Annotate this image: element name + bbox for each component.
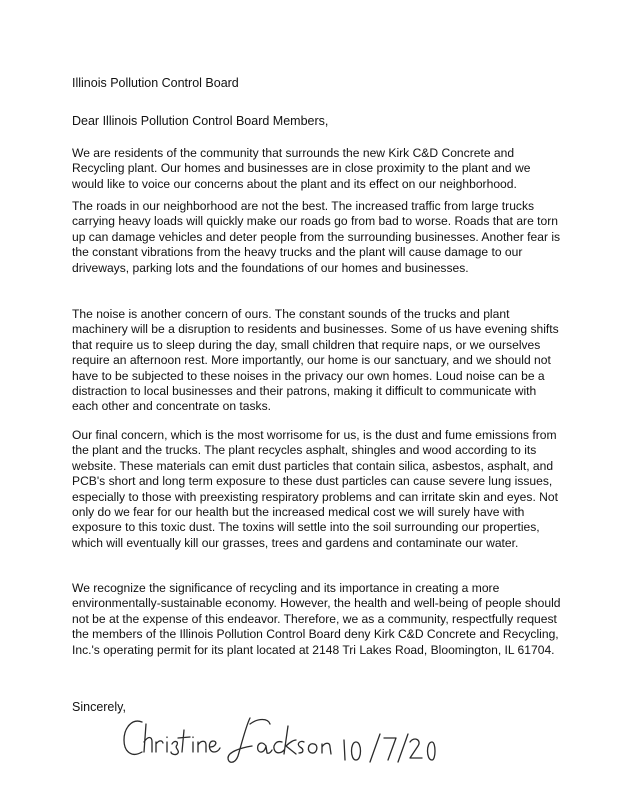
closing-line: Sincerely, <box>72 700 126 714</box>
paragraph-dust-emissions: Our final concern, which is the most worrisome for us, is the dust and fume emissions from the plant and the trucks. The plant recycles asphalt, shingles and wood according to its website. These materials can emit dust particles that contain silica, asbestos, asphalt, and PCB's short and long term exposure to these dust particles can cause severe lung issues, especially to those with preexisting respiratory problems and can irritate skin and eyes. Not only do we fear for our health but the increased medical cost we will surely have with exposure to this toxic dust. The toxins will settle into the soil surrounding our properties, which will eventually kill our grasses, trees and gardens and contaminate our water. <box>72 428 558 550</box>
paragraph-introduction: We are residents of the community that surrounds the new Kirk C&D Concrete and Recycling plant. Our homes and businesses are in close proximity to the plant and we would like to voice our concerns about the plant and its effect on our neighborhood. <box>72 146 531 191</box>
paragraph-request: We recognize the significance of recycling and its importance in creating a more environmentally-sustainable economy. However, the health and well-being of people should not be at the expense of this endeavor. Therefore, we as a community, respectfully request the members of the Illinois Pollution Control Board deny Kirk C&D Concrete and Recycling, Inc.'s operating permit for its plant located at 2148 Tri Lakes Road, Bloomington, IL 61704. <box>72 581 561 657</box>
paragraph-roads: The roads in our neighborhood are not the best. The increased traffic from large trucks carrying heavy loads will quickly make our roads go from bad to worse. Roads that are torn up can damage vehicles and deter people from the surrounding businesses. Another fear is the constant vibrations from the heavy trucks and the plant will cause damage to our driveways, parking lots and the foundations of our homes and businesses. <box>72 199 561 275</box>
handwritten-signature <box>118 712 438 770</box>
addressee-line: Illinois Pollution Control Board <box>72 76 239 90</box>
paragraph-noise: The noise is another concern of ours. The constant sounds of the trucks and plant machinery will be a disruption to residents and businesses. Some of us have evening shifts that require us to sleep during the day, small children that require naps, or we ourselves require an afternoon rest. More importantly, our home is our sanctuary, and we should not have to be subjected to these noises in the privacy our own homes. Loud noise can be a distraction to local businesses and their patrons, making it difficult to communicate with each other and concentrate on tasks. <box>72 307 559 414</box>
salutation-line: Dear Illinois Pollution Control Board Members, <box>72 114 329 128</box>
